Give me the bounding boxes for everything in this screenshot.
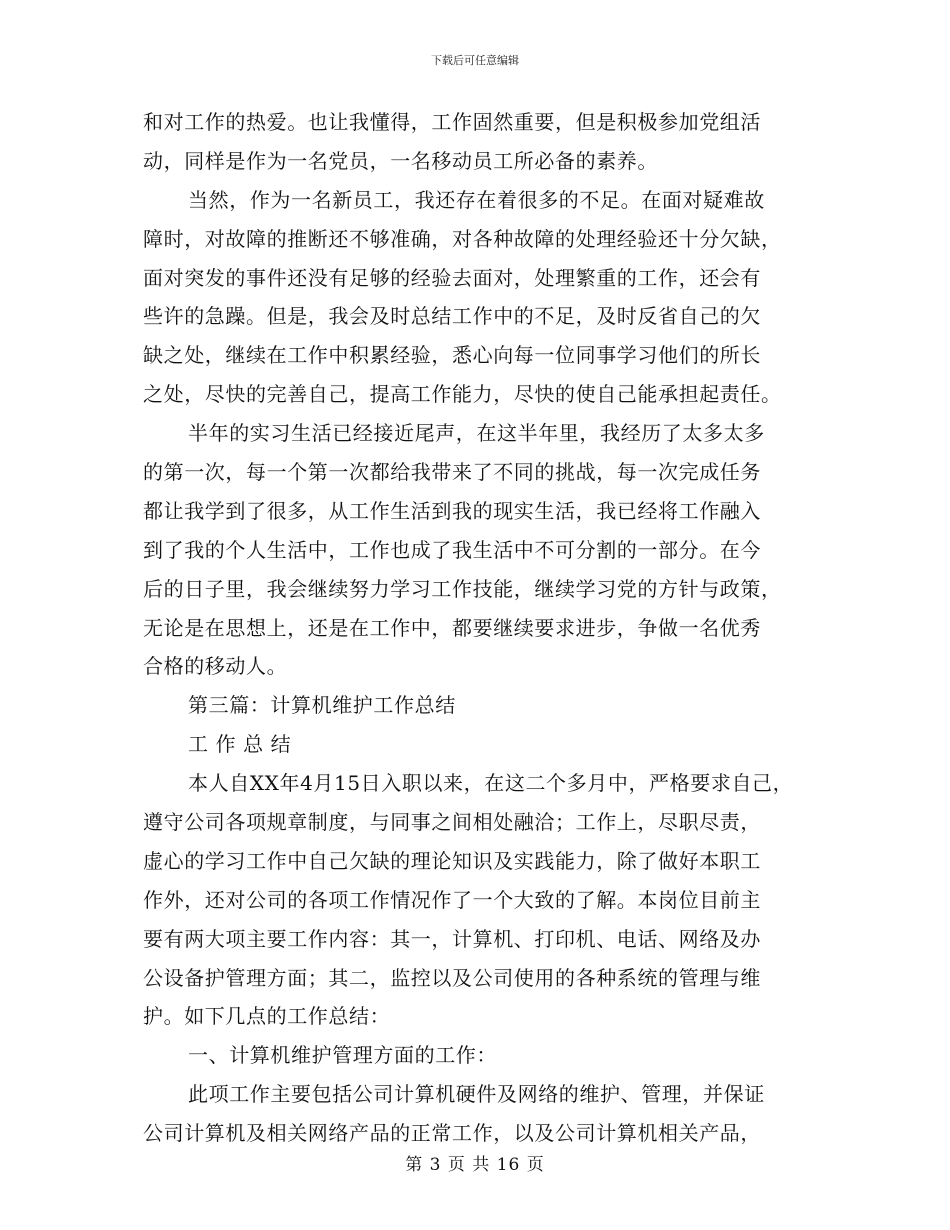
page-number: 第 3 页 共 16 页 bbox=[405, 1155, 545, 1175]
paragraph-start: 本人自XX年4月15日入职以来，在这二个多月中，严格要求自己， bbox=[188, 771, 794, 796]
text-line: 些许的急躁。但是，我会及时总结工作中的不足，及时反省自己的欠 bbox=[143, 304, 761, 329]
page-header: 下载后可任意编辑 bbox=[431, 54, 519, 67]
text-line: 的第一次，每一个第一次都给我带来了不同的挑战，每一次完成任务 bbox=[143, 460, 761, 485]
text-line: 面对突发的事件还没有足够的经验去面对，处理繁重的工作，还会有 bbox=[143, 265, 761, 290]
text-line: 合格的移动人。 bbox=[143, 654, 288, 679]
text-line: 到了我的个人生活中，工作也成了我生活中不可分割的一部分。在今 bbox=[143, 537, 761, 562]
list-heading: 一、计算机维护管理方面的工作： bbox=[188, 1043, 497, 1068]
text-line: 要有两大项主要工作内容：其一，计算机、打印机、电话、网络及办 bbox=[143, 926, 761, 951]
text-line: 遵守公司各项规章制度，与同事之间相处融洽；工作上，尽职尽责， bbox=[143, 810, 761, 835]
text-line: 缺之处，继续在工作中积累经验，悉心向每一位同事学习他们的所长 bbox=[143, 343, 761, 368]
text-line: 虚心的学习工作中自己欠缺的理论知识及实践能力，除了做好本职工 bbox=[143, 848, 761, 873]
text-line: 护。如下几点的工作总结： bbox=[143, 1004, 391, 1029]
document-body bbox=[143, 103, 823, 1153]
text-line: 后的日子里，我会继续努力学习工作技能，继续学习党的方针与政策， bbox=[143, 576, 782, 601]
section-heading: 第三篇：计算机维护工作总结 bbox=[188, 693, 456, 718]
text-line: 作外，还对公司的各项工作情况作了一个大致的了解。本岗位目前主 bbox=[143, 887, 761, 912]
section-subheading: 工 作 总 结 bbox=[188, 732, 292, 757]
text-line: 都让我学到了很多，从工作生活到我的现实生活，我已经将工作融入 bbox=[143, 498, 761, 523]
paragraph-start: 此项工作主要包括公司计算机硬件及网络的维护、管理，并保证 bbox=[188, 1082, 765, 1107]
text-line: 障时，对故障的推断还不够准确，对各种故障的处理经验还十分欠缺， bbox=[143, 226, 782, 251]
text-line: 和对工作的热爱。也让我懂得，工作固然重要，但是积极参加党组活 bbox=[143, 110, 761, 134]
paragraph-start: 当然，作为一名新员工，我还存在着很多的不足。在面对疑难故 bbox=[188, 187, 765, 212]
text-line: 之处，尽快的完善自己，提高工作能力，尽快的使自己能承担起责任。 bbox=[143, 382, 782, 407]
text-line: 无论是在思想上，还是在工作中，都要继续要求进步，争做一名优秀 bbox=[143, 615, 761, 640]
paragraph-start: 半年的实习生活已经接近尾声，在这半年里，我经历了太多太多 bbox=[188, 421, 765, 446]
text-line: 动，同样是作为一名党员，一名移动员工所必备的素养。 bbox=[143, 148, 658, 173]
text-line: 公设备护管理方面；其二，监控以及公司使用的各种系统的管理与维 bbox=[143, 965, 761, 990]
text-line: 公司计算机及相关网络产品的正常工作，以及公司计算机相关产品， bbox=[143, 1121, 761, 1146]
